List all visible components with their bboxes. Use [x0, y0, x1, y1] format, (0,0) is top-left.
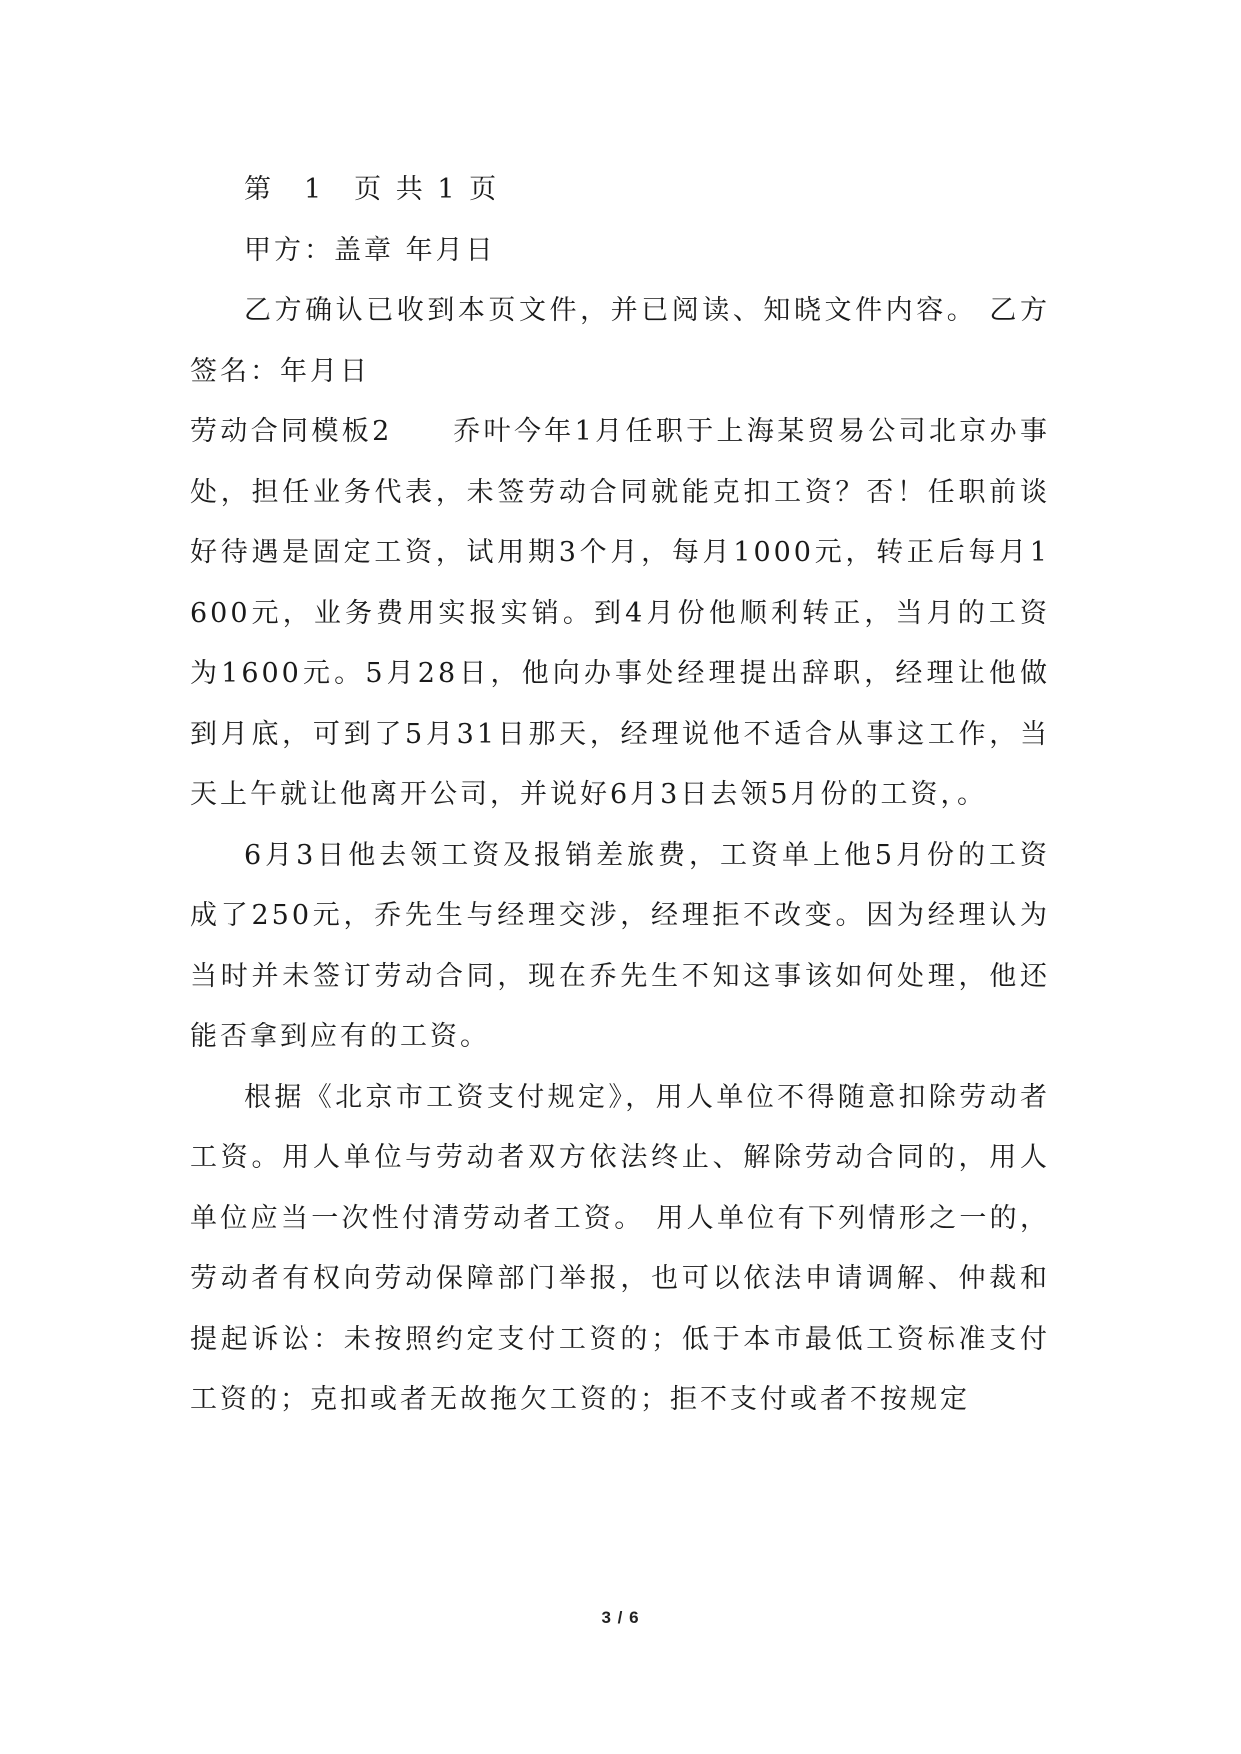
legal-basis-paragraph: 根据《北京市工资支付规定》，用人单位不得随意扣除劳动者工资。用人单位与劳动者双方依法终止、解除劳动合同的，用人单位应当一次性付清劳动者工资。 用人单位有下列情形之一的，劳动者有权向劳动保障部门举报，也可以依法申请调解、仲裁和提起诉讼：未按照约定支付工资的；低于本市最低工资标准支付工资的；克扣或者无故拖欠工资的；拒不支付或者不按规定: [190, 1081, 1050, 1415]
party-a-stamp-line: 甲方：盖章 年月日: [244, 234, 496, 266]
case-dispute-paragraph: 6月3日他去领工资及报销差旅费，工资单上他5月份的工资成了250元，乔先生与经理交涉，经理拒不改变。因为经理认为当时并未签订劳动合同，现在乔先生不知这事该如何处理，他还能否拿到应有的工资。: [190, 839, 1050, 1052]
page-count-line: 第 1 页 共 1 页: [244, 174, 500, 205]
party-b-confirmation: 乙方确认已收到本页文件，并已阅读、知晓文件内容。 乙方签名：年月日: [190, 295, 1050, 387]
case-intro-paragraph: 劳动合同模板2 乔叶今年1月任职于上海某贸易公司北京办事处，担任业务代表，未签劳动合同就能克扣工资？否！任职前谈好待遇是固定工资，试用期3个月，每月1000元，转正后每月1600元，业务费用实报实销。到4月份他顺利转正，当月的工资为1600元。5月28日，他向办事处经理提出辞职，经理让他做到月底，可到了5月31日那天，经理说他不适合从事这工作，当天上午就让他离开公司，并说好6月3日去领5月份的工资，。: [190, 416, 1050, 810]
page-number: 3 / 6: [601, 1608, 640, 1627]
document-body: [190, 160, 1050, 1431]
